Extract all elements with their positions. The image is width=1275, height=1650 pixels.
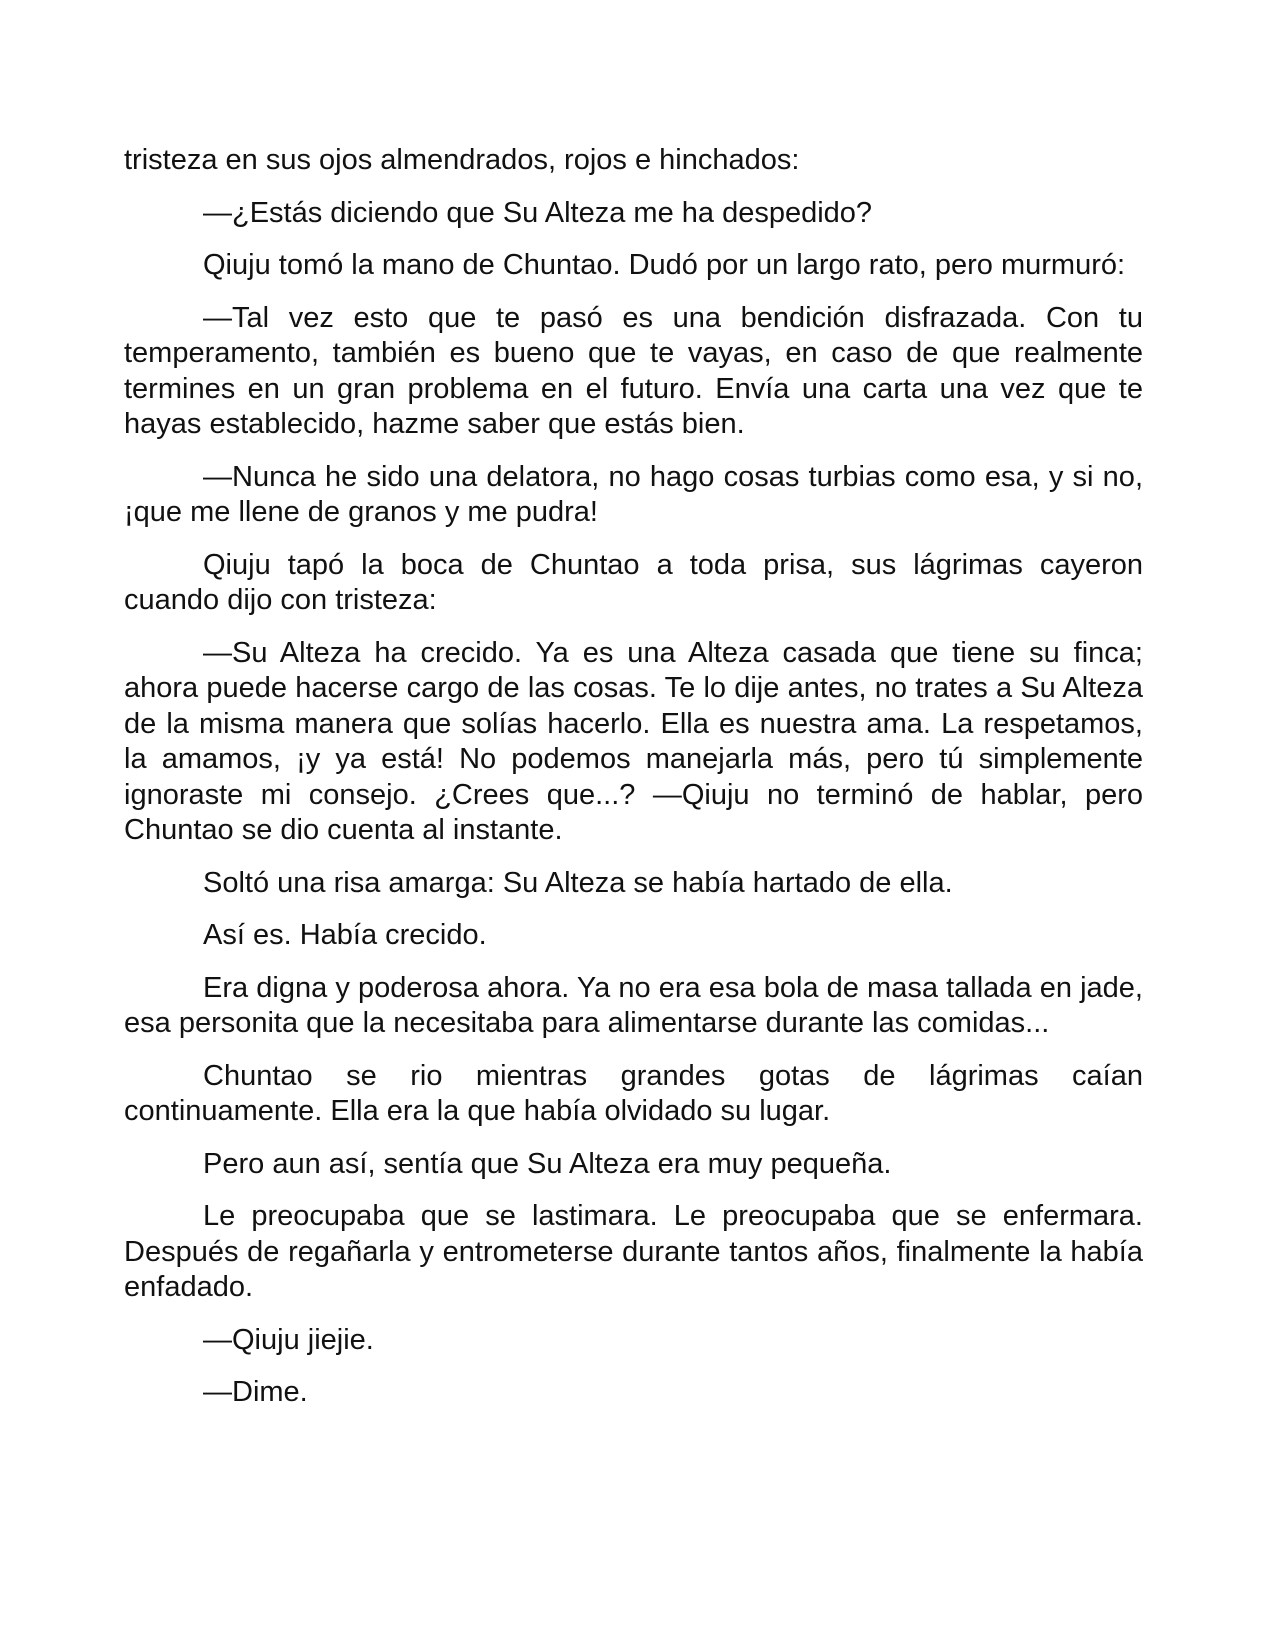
paragraph-11: Chuntao se rio mientras grandes gotas de lágrimas caían continuamente. Ella era la que había olvidado su lugar.	[124, 1059, 1143, 1127]
paragraph-4: —Tal vez esto que te pasó es una bendición disfrazada. Con tu temperamento, también es bueno que te vayas, en caso de que realmente termines en un gran problema en el futuro. Envía una carta una vez que te hayas establecido, hazme saber que estás bien.	[124, 301, 1143, 440]
paragraph-12: Pero aun así, sentía que Su Alteza era muy pequeña.	[203, 1147, 892, 1180]
paragraph-13: Le preocupaba que se lastimara. Le preocupaba que se enfermara. Después de regañarla y entrometerse durante tantos años, finalmente la había enfadado.	[124, 1200, 1143, 1303]
paragraph-14: —Qiuju jiejie.	[203, 1323, 374, 1356]
paragraph-7: —Su Alteza ha crecido. Ya es una Alteza casada que tiene su finca; ahora puede hacerse cargo de las cosas. Te lo dije antes, no trates a Su Alteza de la misma manera que solías hacerlo. Ella es nuestra ama. La respetamos, la amamos, ¡y ya está! No podemos manejarla más, pero tú simplemente ignoraste mi consejo. ¿Crees que...? —Qiuju no terminó de hablar, pero Chuntao se dio cuenta al instante.	[124, 636, 1143, 846]
paragraph-5: —Nunca he sido una delatora, no hago cosas turbias como esa, y si no, ¡que me llene de granos y me pudra!	[124, 460, 1143, 528]
paragraph-10: Era digna y poderosa ahora. Ya no era esa bola de masa tallada en jade, esa personita que la necesitaba para alimentarse durante las comidas...	[124, 971, 1143, 1039]
document-page	[124, 143, 1143, 1428]
paragraph-1: tristeza en sus ojos almendrados, rojos e hinchados:	[124, 144, 800, 176]
paragraph-8: Soltó una risa amarga: Su Alteza se había hartado de ella.	[203, 866, 953, 899]
paragraph-3: Qiuju tomó la mano de Chuntao. Dudó por un largo rato, pero murmuró:	[203, 249, 1126, 281]
paragraph-6: Qiuju tapó la boca de Chuntao a toda prisa, sus lágrimas cayeron cuando dijo con tristeza:	[124, 548, 1143, 616]
paragraph-2: —¿Estás diciendo que Su Alteza me ha despedido?	[203, 196, 873, 229]
paragraph-15: —Dime.	[203, 1376, 308, 1408]
paragraph-9: Así es. Había crecido.	[203, 919, 487, 951]
